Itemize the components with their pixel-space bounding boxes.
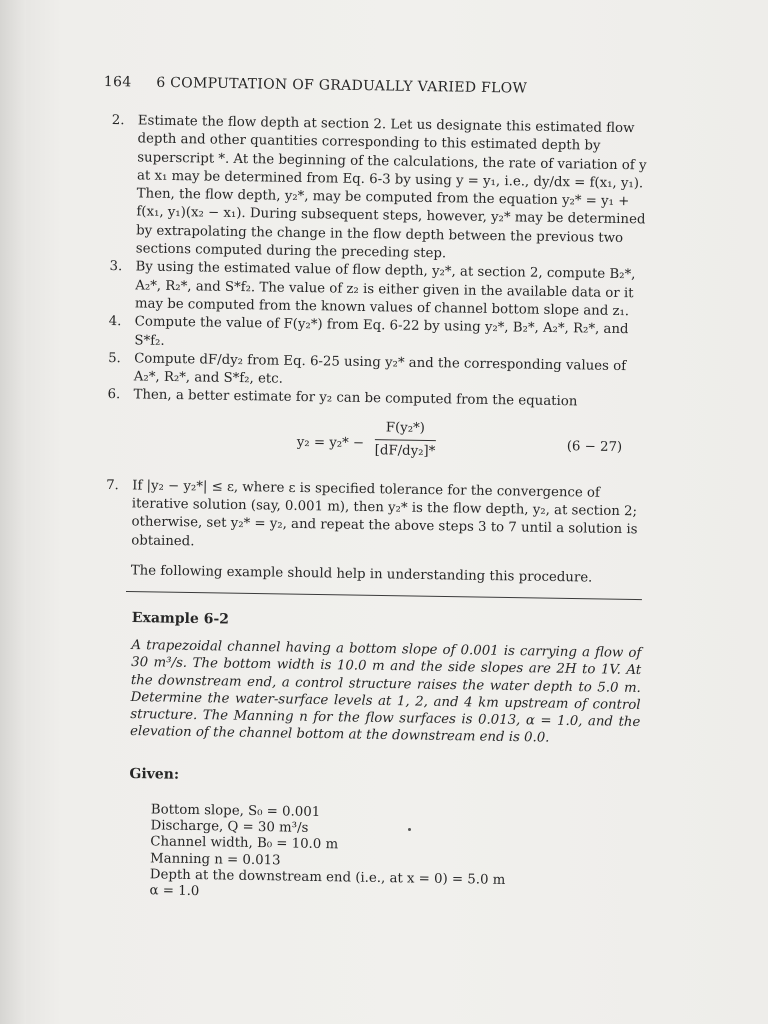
example-statement: A trapezoidal channel having a bottom slope of 0.001 is carrying a flow of 30 m³/s. The bottom width is 10.0 m and the side slopes are 2H to 1V. At the downstream end, a control structure raises the water depth to 5.0 m. Determine the water-surface levels at 1, 2, and 4 km upstream of control structure. The Manning n for the flow surfaces is 0.013, α = 1.0, and the elevation of the channel bottom at the downstream end is 0.0.	[129, 638, 642, 746]
step-number: 2.	[111, 112, 125, 129]
equation-6-27	[106, 411, 647, 475]
step-text: Estimate the flow depth at section 2. Let us designate this estimated flow depth and other quantities corresponding to this estimated depth by superscript *. At the beginning of the calculations, the rate of variation of y at x₁ may be determined from Eq. 6-3 by using y = y₁, i.e., dy/dx = f(x₁, y₁). Then, the flow depth, y₂*, may be computed from the equation y₂* = y₁ + f(x₁, y₁)(x₂ − x₁). During subsequent steps, however, y₂* may be determined by extrapolating the change in the flow depth between the previous two sections computed during the preceding step.	[135, 113, 647, 262]
example-title: Example 6-2	[131, 610, 230, 628]
step-7	[105, 477, 646, 559]
step-text: Then, a better estimate for y₂ can be computed from the equation	[133, 387, 578, 410]
chapter-title: 6 COMPUTATION OF GRADUALLY VARIED FLOW	[156, 74, 528, 97]
equation-lhs: y₂ = y₂* −	[296, 434, 365, 451]
page-number: 164	[103, 74, 132, 91]
step-text: By using the estimated value of flow depth, y₂*, at section 2, compute B₂*, A₂*, R₂*, and S*f₂. The value of z₂ is either given in the available data or it may be computed from the known values of channel bottom slope and z₁.	[134, 259, 636, 320]
procedure-steps	[105, 112, 652, 589]
given-item: Manning n = 0.013	[149, 850, 281, 868]
page-gutter-shadow	[0, 0, 26, 1024]
given-item: Discharge, Q = 30 m³/s	[150, 818, 309, 836]
step-number: 7.	[106, 477, 119, 493]
given-item: Bottom slope, S₀ = 0.001	[150, 801, 321, 820]
given-list	[149, 802, 638, 907]
step-number: 4.	[108, 314, 122, 330]
example-block	[127, 610, 641, 907]
ink-speck	[408, 828, 411, 831]
given-item: α = 1.0	[149, 883, 200, 900]
step-number: 6.	[107, 387, 121, 403]
step-text: Compute dF/dy₂ from Eq. 6-25 using y₂* and the corresponding values of A₂*, R₂*, and S*f₂, etc.	[133, 351, 627, 387]
step-3	[109, 258, 650, 321]
transition-sentence: The following example should help in understanding this procedure.	[130, 563, 593, 586]
equation-numerator: F(y₂*)	[375, 419, 436, 441]
step-number: 5.	[108, 350, 121, 367]
step-2	[110, 112, 652, 267]
step-number: 3.	[109, 259, 123, 275]
step-text: Compute the value of F(y₂*) from Eq. 6-22 by using y₂*, B₂*, A₂*, R₂*, and S*f₂.	[134, 314, 629, 349]
running-header	[104, 74, 544, 97]
section-divider	[126, 591, 642, 600]
given-heading: Given:	[129, 766, 180, 784]
equation-fraction	[375, 419, 436, 462]
step-text: If |y₂ − y₂*| ≤ ε, where ε is specified tolerance for the convergence of iterative solution (say, 0.001 m), then y₂* is the flow depth, y₂, at section 2; otherwise, set y₂* = y₂, and repeat the above steps 3 to 7 until a solution is obtained.	[131, 478, 638, 549]
given-item: Channel width, B₀ = 10.0 m	[150, 834, 339, 853]
equation-number: (6 − 27)	[566, 438, 623, 455]
equation-denominator: [dF/dy₂]*	[374, 443, 436, 460]
given-item: Depth at the downstream end (i.e., at x = 0) = 5.0 m	[149, 867, 506, 888]
